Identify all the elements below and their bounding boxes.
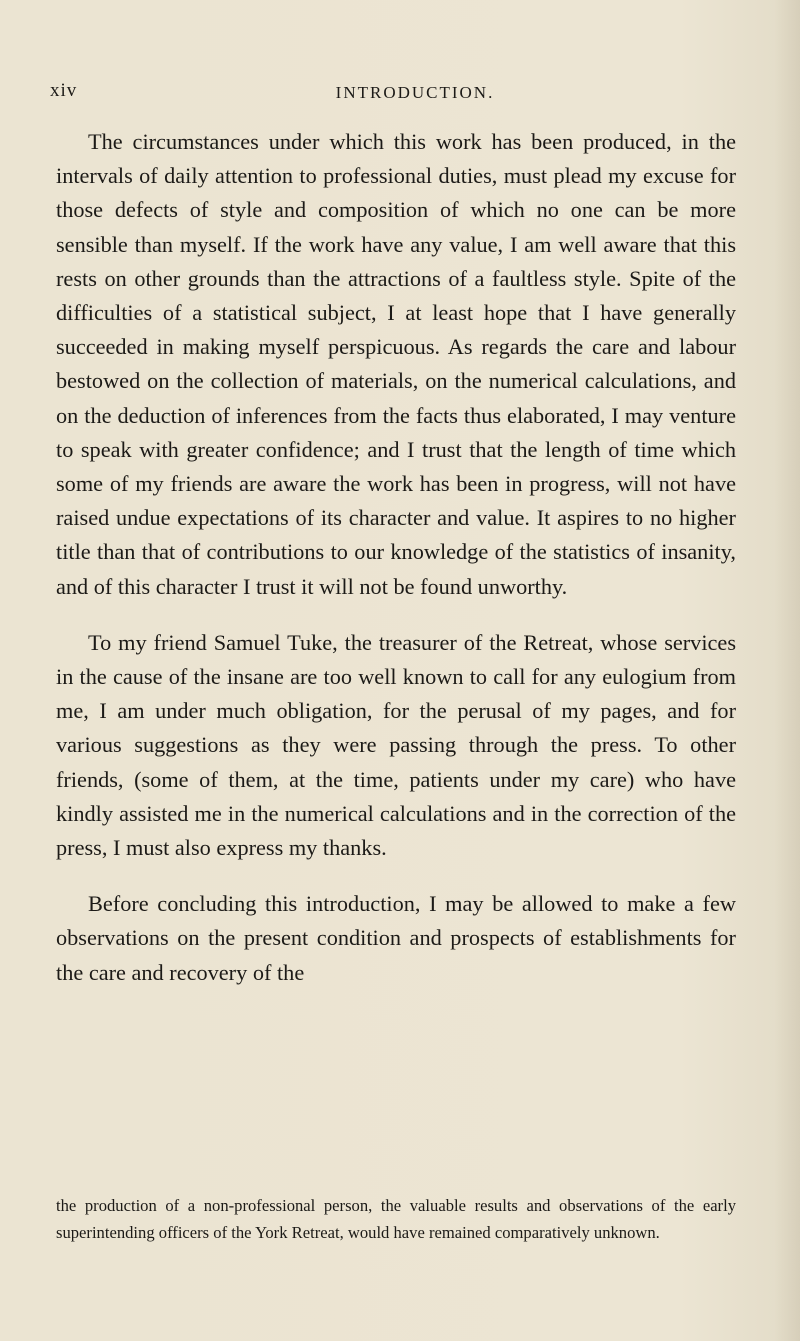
paragraph-acknowledgements: To my friend Samuel Tuke, the treasurer of the Retreat, whose services in the cause of the insane are too well known to call for any eulogium from me, I am under much obligation, for the perusal of my pages, and for various suggestions as they were passing through the press. To other friends, (some of them, at the time, patients under my care) who have kindly assisted me in the numerical calculations and in the correction of the press, I must also express my thanks. (56, 629, 736, 861)
body-text (56, 125, 736, 990)
page-number: xiv (50, 80, 78, 101)
page-edge-shadow (774, 0, 800, 1341)
footnote-text: the production of a non-professional person, the valuable results and observations of the early superintending officers of the York Retreat, would have remained comparatively unknown. (56, 1196, 736, 1242)
page-header (50, 80, 750, 110)
paragraph-circumstances: The circumstances under which this work has been produced, in the intervals of daily attention to professional duties, must plead my excuse for those defects of style and composition of which no one can be more sensible than myself. If the work have any value, I am well aware that this rests on other grounds than the attractions of a faultless style. Spite of the difficulties of a statistical subject, I at least hope that I have generally succeeded in making myself perspicuous. As regards the care and labour bestowed on the collection of materials, on the numerical calculations, and on the deduction of inferences from the facts thus elaborated, I may venture to speak with greater confidence; and I trust that the length of time which some of my friends are aware the work has been in progress, will not have raised undue expectations of its character and value. It aspires to no higher title than that of contributions to our knowledge of the statistics of insanity, and of this character I trust it will not be found unworthy. (56, 129, 736, 599)
footnote (56, 1192, 736, 1246)
paragraph-before-concluding: Before concluding this introduction, I may be allowed to make a few observations on the present condition and prospects of establishments for the care and recovery of the (56, 891, 736, 985)
running-head: INTRODUCTION. (335, 83, 495, 102)
